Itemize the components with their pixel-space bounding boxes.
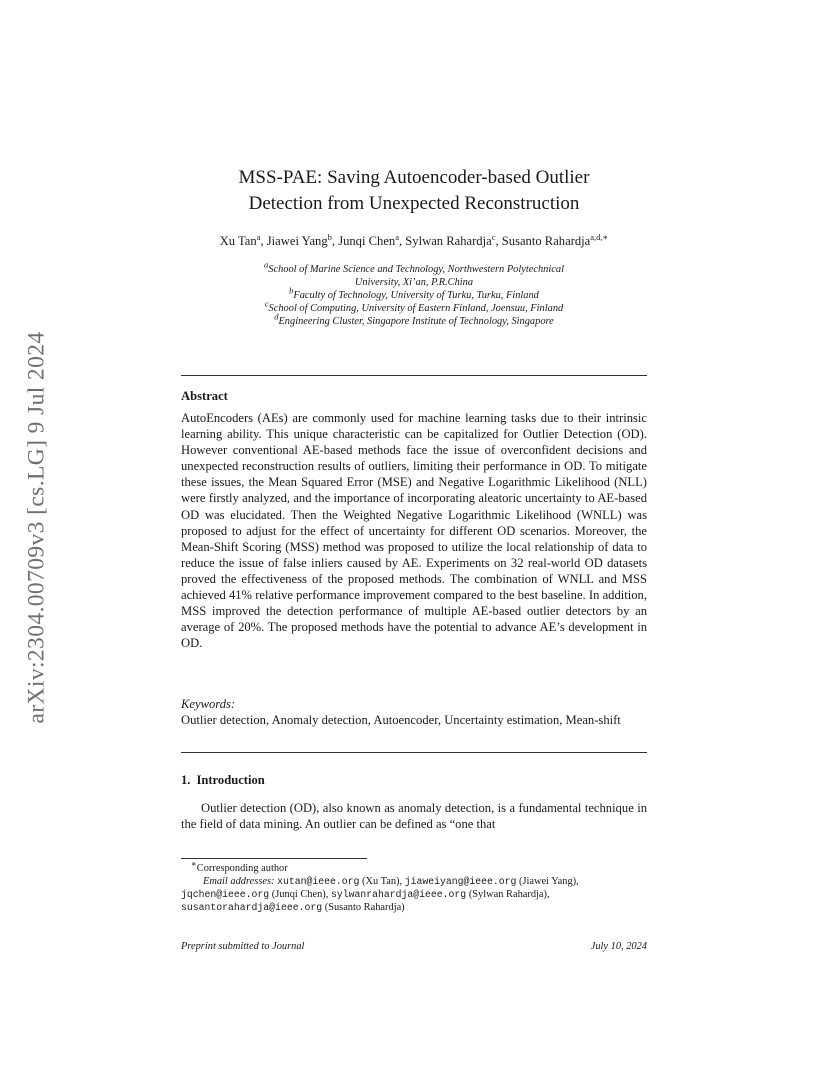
- introduction-text: Outlier detection (OD), also known as anomaly detection, is a fundamental technique in the field of data mining. An outlier can be defined as “one that: [181, 801, 647, 831]
- author-name: Jiawei Yang: [266, 234, 328, 248]
- affiliation: $^c$School of Computing, University of Eastern Finland, Joensuu, Finland: [264, 298, 564, 314]
- keywords-text: Outlier detection, Anomaly detection, Autoencoder, Uncertainty estimation, Mean-shift: [181, 713, 621, 727]
- email-link[interactable]: sylwanrahardja@ieee.org: [330, 889, 467, 900]
- paper-title: [181, 165, 647, 217]
- section-number: 1.: [181, 773, 191, 787]
- footer-date: July 10, 2024: [590, 941, 647, 952]
- author-affil-mark: b: [327, 231, 332, 242]
- footnote: [181, 858, 647, 914]
- author-name: Xu Tan: [219, 234, 257, 248]
- corresponding-author-note: ∗Corresponding author: [191, 858, 288, 874]
- author-name: Susanto Rahardja: [501, 234, 591, 248]
- author-affil-mark: a: [395, 231, 399, 242]
- abstract-bottom-rule: [181, 752, 647, 753]
- author-list: Xu Tan$^a$, Jiawei Yang$^b$, Junqi Chen$^a$, Sylwan Rahardja$^c$, Susanto Rahardja$^{a,d,∗}$: [219, 231, 609, 248]
- email-link[interactable]: jqchen@ieee.org: [181, 889, 270, 900]
- abstract-text: AutoEncoders (AEs) are commonly used for machine learning tasks due to their intrinsic learning ability. This unique characteristic can be capitalized for Outlier Detection (OD). However conventional AE-based methods face the issue of overconfident decisions and unexpected reconstruction results of outliers, limiting their performance in OD. To mitigate these issues, the Mean Squared Error (MSE) and Negative Logarithmic Likelihood (NLL) were firstly analyzed, and the importance of incorporating aleatoric uncertainty to AE-based OD was elucidated. Then the Weighted Negative Logarithmic Likelihood (WNLL) was proposed to adjust for the effect of uncertainty for different OD scenarios. Moreover, the Mean-Shift Scoring (MSS) method was proposed to utilize the local relationship of data to reduce the issue of false inliers caused by AE. Experiments on 32 real-world OD datasets proved the effectiveness of the proposed methods. The combination of WNLL and MSS achieved 41% relative performance improvement compared to the best baseline. In addition, MSS improved the detection performance of multiple AE-based outlier detectors by an average of 20%. The proposed methods have the potential to advance AE’s development in OD.: [181, 411, 647, 651]
- arxiv-side-stamp: [20, 300, 54, 755]
- author-affil-mark: a: [256, 231, 261, 242]
- email-label: Email addresses:: [203, 876, 275, 887]
- email-addresses: Email addresses: xutan@ieee.org (Xu Tan), jiaweiyang@ieee.org (Jiawei Yang), jqchen@ieee.org (Junqi Chen), sylwanrahardja@ieee.org (Sylwan Rahardja), susantorahardja@ieee.org (Susanto Rahardja): [181, 876, 579, 913]
- author-name: Sylwan Rahardja: [405, 234, 492, 248]
- title-line-2: Detection from Unexpected Reconstruction: [248, 193, 580, 214]
- affiliation: University, Xi’an, P.R.China: [354, 277, 474, 288]
- affiliation: $^d$Engineering Cluster, Singapore Institute of Technology, Singapore: [274, 311, 554, 327]
- keywords-heading: Keywords:: [181, 697, 236, 711]
- email-link[interactable]: susantorahardja@ieee.org: [181, 902, 323, 913]
- abstract-heading: Abstract: [181, 389, 228, 403]
- title-line-1: MSS-PAE: Saving Autoencoder-based Outlier: [238, 167, 590, 188]
- arxiv-identifier: arXiv:2304.00709v3 [cs.LG] 9 Jul 2024: [23, 331, 50, 724]
- author-affil-mark: c: [491, 231, 496, 242]
- abstract-top-rule: [181, 375, 647, 376]
- affiliation: $^b$Faculty of Technology, University of Turku, Turku, Finland: [289, 285, 539, 301]
- author-name: Junqi Chen: [338, 234, 396, 248]
- affiliation: $^a$School of Marine Science and Technology, Northwestern Polytechnical: [264, 259, 564, 275]
- footnote-rule: [181, 858, 367, 859]
- section-heading-introduction: [181, 773, 265, 788]
- email-link[interactable]: xutan@ieee.org: [277, 876, 360, 887]
- author-affil-mark: a,d,∗: [590, 231, 609, 242]
- email-link[interactable]: jiaweiyang@ieee.org: [404, 876, 517, 887]
- affiliation-list: [181, 259, 647, 328]
- preprint-note: Preprint submitted to Journal: [181, 941, 305, 952]
- section-title: Introduction: [196, 773, 265, 787]
